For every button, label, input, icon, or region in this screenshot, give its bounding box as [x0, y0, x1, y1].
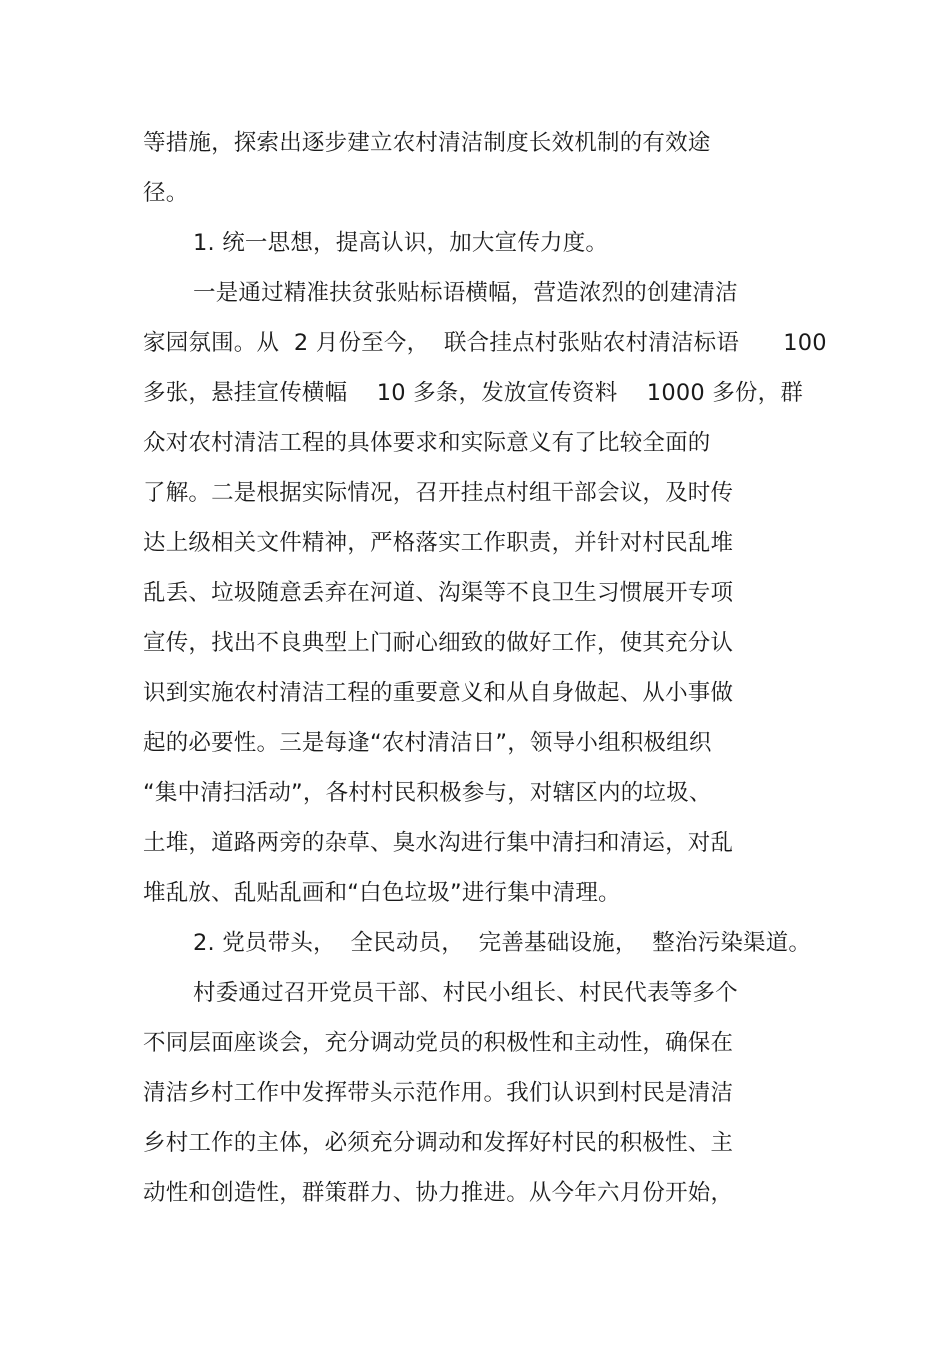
text-line: “集中清扫活动”，各村村民积极参与，对辖区内的垃圾、: [143, 780, 712, 806]
text-line: 村委通过召开党员干部、村民小组长、村民代表等多个: [193, 980, 738, 1006]
text-line: 乡村工作的主体，必须充分调动和发挥好村民的积极性、主: [143, 1130, 734, 1156]
text-line: 众对农村清洁工程的具体要求和实际意义有了比较全面的: [143, 430, 711, 456]
text-line: 了解。二是根据实际情况，召开挂点村组干部会议，及时传: [143, 480, 734, 506]
text-line: 家园氛围。从 2 月份至今， 联合挂点村张贴农村清洁标语 100: [143, 330, 827, 356]
text-line: 清洁乡村工作中发挥带头示范作用。我们认识到村民是清洁: [143, 1080, 734, 1106]
text-line: 动性和创造性，群策群力、协力推进。从今年六月份开始，: [143, 1180, 734, 1206]
text-line: 等措施，探索出逐步建立农村清洁制度长效机制的有效途: [143, 130, 711, 156]
text-line: 多张，悬挂宣传横幅 10 多条，发放宣传资料 1000 多份，群: [143, 380, 804, 406]
text-line: 宣传，找出不良典型上门耐心细致的做好工作，使其充分认: [143, 630, 734, 656]
text-line: 径。: [143, 180, 189, 206]
text-line: 堆乱放、乱贴乱画和“白色垃圾”进行集中清理。: [143, 880, 621, 906]
text-line: 土堆，道路两旁的杂草、臭水沟进行集中清扫和清运，对乱: [143, 830, 734, 856]
text-line: 乱丢、垃圾随意丢弃在河道、沟渠等不良卫生习惯展开专项: [143, 580, 734, 606]
text-line: 一是通过精准扶贫张贴标语横幅，营造浓烈的创建清洁: [193, 280, 738, 306]
section-heading: 2. 党员带头， 全民动员， 完善基础设施， 整治污染渠道。: [193, 930, 812, 956]
text-line: 起的必要性。三是每逢“农村清洁日”，领导小组积极组织: [143, 730, 712, 756]
text-line: 不同层面座谈会，充分调动党员的积极性和主动性，确保在: [143, 1030, 734, 1056]
text-line: 识到实施农村清洁工程的重要意义和从自身做起、从小事做: [143, 680, 734, 706]
text-line: 达上级相关文件精神，严格落实工作职责，并针对村民乱堆: [143, 530, 734, 556]
section-heading: 1. 统一思想，提高认识，加大宣传力度。: [193, 230, 609, 256]
